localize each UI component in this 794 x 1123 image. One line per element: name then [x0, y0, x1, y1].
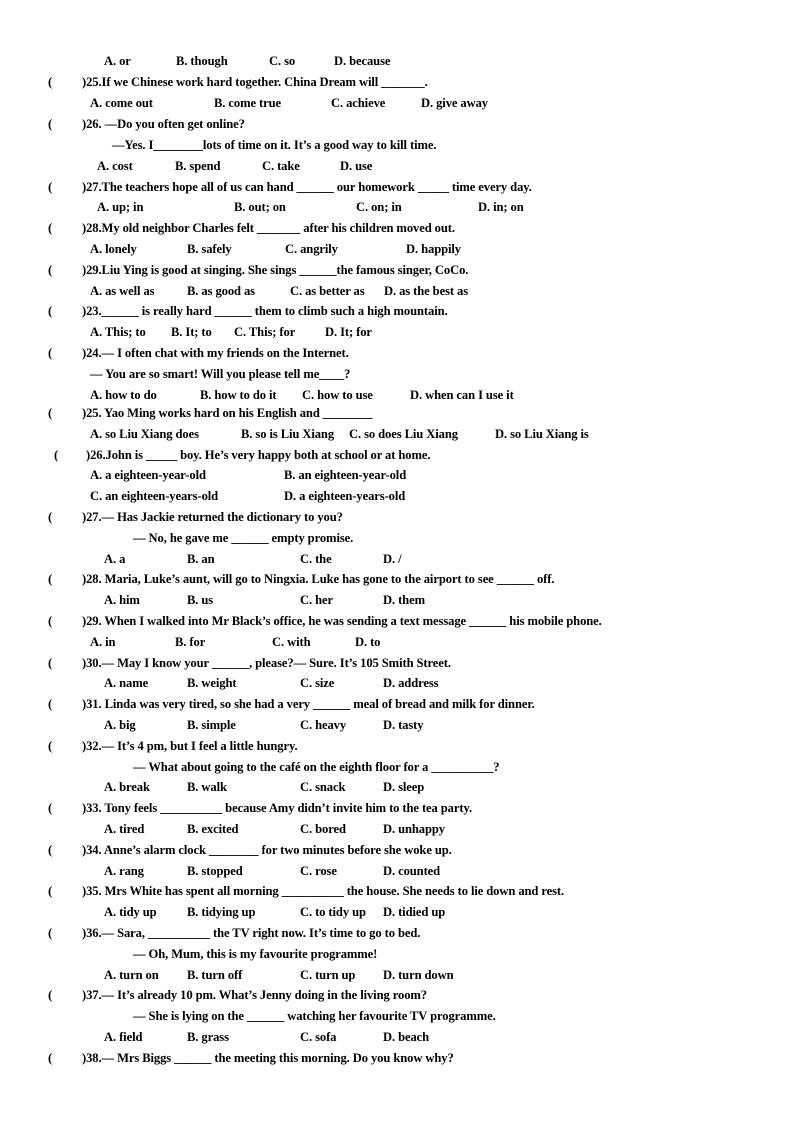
question-stem: )25.If we Chinese work hard together. China Dream will _______. [82, 75, 428, 89]
question-stem: )36.— Sara, __________ the TV right now. It’s time to go to bed. [82, 926, 421, 940]
question-stem: )34. Anne’s alarm clock ________ for two minutes before she woke up. [82, 843, 452, 857]
option-d: D. so Liu Xiang is [495, 427, 589, 441]
option-c: C. sofa [300, 1030, 337, 1044]
question-stem: )27.— Has Jackie returned the dictionary to you? [82, 510, 343, 524]
option-b: B. so is Liu Xiang [241, 427, 335, 441]
option-d: D. when can I use it [410, 388, 514, 402]
option-c: C. an eighteen-years-old [90, 489, 219, 503]
question-dialogue: — What about going to the café on the eighth floor for a __________? [133, 760, 500, 774]
option-a: A. up; in [97, 200, 144, 214]
option-a: A. rang [104, 864, 144, 878]
option-c: C. angrily [285, 242, 338, 256]
option-b: B. weight [187, 676, 237, 690]
option-b: B. excited [187, 822, 239, 836]
option-d: D. counted [383, 864, 441, 878]
option-a: A. or [104, 54, 131, 68]
option-c: C. snack [300, 780, 346, 794]
question-stem: )26. —Do you often get online? [82, 117, 245, 131]
option-b: B. turn off [187, 968, 243, 982]
option-c: C. the [300, 552, 332, 566]
question-stem: )30.— May I know your ______, please?— Sure. It’s 105 Smith Street. [82, 656, 451, 670]
option-b: B. safely [187, 242, 232, 256]
option-d: D. sleep [383, 780, 425, 794]
option-c: C. heavy [300, 718, 347, 732]
option-a: A. tired [104, 822, 145, 836]
question-dialogue: — Oh, Mum, this is my favourite programme! [133, 947, 378, 961]
option-a: A. turn on [104, 968, 159, 982]
option-c: C. so [269, 54, 296, 68]
option-b: B. an [187, 552, 215, 566]
option-a: A. how to do [90, 388, 157, 402]
option-a: A. come out [90, 96, 153, 110]
option-a: A. so Liu Xiang does [90, 427, 199, 441]
question-stem: )28.My old neighbor Charles felt _______ after his children moved out. [82, 221, 455, 235]
option-d: D. tidied up [383, 905, 446, 919]
question-stem: )26.John is _____ boy. He’s very happy both at school or at home. [86, 448, 431, 462]
question-stem: )33. Tony feels __________ because Amy didn’t invite him to the tea party. [82, 801, 473, 815]
option-a: A. as well as [90, 284, 155, 298]
option-a: A. in [90, 635, 116, 649]
option-d: D. use [340, 159, 373, 173]
option-d: D. to [355, 635, 381, 649]
option-c: C. how to use [302, 388, 373, 402]
option-d: D. / [383, 552, 402, 566]
option-b: B. as good as [187, 284, 255, 298]
option-c: C. as better as [290, 284, 365, 298]
question-stem: )24.— I often chat with my friends on the Internet. [82, 346, 349, 360]
option-b: B. tidying up [187, 905, 256, 919]
option-b: B. come true [214, 96, 281, 110]
option-d: D. them [383, 593, 425, 607]
option-c: C. so does Liu Xiang [349, 427, 458, 441]
option-b: B. an eighteen-year-old [284, 468, 407, 482]
option-b: B. us [187, 593, 214, 607]
option-c: C. This; for [234, 325, 296, 339]
question-dialogue: — She is lying on the ______ watching her favourite TV programme. [133, 1009, 496, 1023]
option-c: C. size [300, 676, 335, 690]
question-stem: )29. When I walked into Mr Black’s office, he was sending a text message ______ his mobile phone. [82, 614, 602, 628]
worksheet-page: A. or B. though C. so D. because ( )25.If we Chinese work hard together. China Dream will _______. A. come out B. come true C. achieve D. give away ( )26. —Do you often get online? —Yes. I________lots of time on it. It’s a good way to kill time. A. cost B. spend C. take D. use ( )27.The teachers hope all of us can hand ______ our homework _____ time every day. A. up; in B. out; on C. on; in D. in; on ( )28.My old neighbor Charles felt _______ after his children moved out. A. lonely B. safely C. angrily D. happily ( )29.Liu Ying is good at singing. She sings ______the famous singer, CoCo. A. as well as B. as good as C. as better as D. as the best as ( )23.______ is really hard ______ them to climb such a high mountain. A. This; to B. It; to C. This; for D. It; for ( )24.— I often chat with my friends on the Internet. — You are so smart! Will you please tell me____? A. how to do B. how to do it C. how to use D. when can I use it ( )25. Yao Ming works hard on his English and ________ A. so Liu Xiang does B. so is Liu Xiang C. so does Liu Xiang D. so Liu Xiang is ( )26.John is _____ boy. He’s very happy both at school or at home. A. a eighteen-year-old B. an eighteen-year-old C. an eighteen-years-old D. a eighteen-years-old ( )27.— Has Jackie returned the dictionary to you? — No, he gave me ______ empty promise. A. a B. an C. the D. / ( )28. Maria, Luke’s aunt, will go to Ningxia. Luke has gone to the airport to see ______ off. A. him B. us C. her D. them ( )29. When I walked into Mr Black’s office, he was sending a text message ______ his mobile phone. A. in B. for C. with D. to ( )30.— May I know your ______, please?— Sure. It’s 105 Smith Street. A. name B. weight C. size D. address ( )31. Linda was very tired, so she had a very ______ meal of bread and milk for dinner. A. big B. simple C. heavy D. tasty ( )32.— It’s 4 pm, but I feel a little hungry. — What about going to the café on the eighth floor for a __________? A. break B. walk C. snack D. sleep ( )33. Tony feels __________ because Amy didn’t invite him to the tea party. A. tired B. excited C. bored D. unhappy ( )34. Anne’s alarm clock ________ for two minutes before she woke up. A. rang B. stopped C. rose D. counted ( )35. Mrs White has spent all morning __________ the house. She needs to lie down and rest. A. tidy up B. tidying up C. to tidy up D. tidied up ( )36.— Sara, __________ the TV right now. It’s time to go to bed. — Oh, Mum, this is my favourite programme! A. turn on B. turn off C. turn up D. turn down ( )37.— It’s already 10 pm. What’s Jenny doing in the living room? — She is lying on the ______ watching her favourite TV programme. A. field B. grass C. sofa D. beach ( )38.— Mrs Biggs ______ the meeting this morning. Do you know why? [48, 54, 602, 1065]
option-a: A. break [104, 780, 150, 794]
question-stem: )35. Mrs White has spent all morning __________ the house. She needs to lie down and rest. [82, 884, 565, 898]
option-a: A. a eighteen-year-old [90, 468, 206, 482]
option-c: C. to tidy up [300, 905, 366, 919]
option-d: D. It; for [325, 325, 372, 339]
option-b: B. for [175, 635, 206, 649]
question-stem: )28. Maria, Luke’s aunt, will go to Ningxia. Luke has gone to the airport to see ______ off. [82, 572, 555, 586]
option-b: B. stopped [187, 864, 243, 878]
option-d: D. in; on [478, 200, 524, 214]
option-b: B. spend [175, 159, 221, 173]
option-b: B. It; to [171, 325, 212, 339]
option-a: A. cost [97, 159, 133, 173]
option-c: C. with [272, 635, 311, 649]
question-stem: )38.— Mrs Biggs ______ the meeting this morning. Do you know why? [82, 1051, 454, 1065]
option-b: B. walk [187, 780, 227, 794]
option-d: D. happily [406, 242, 461, 256]
option-d: D. give away [421, 96, 489, 110]
option-b: B. out; on [234, 200, 286, 214]
option-d: D. beach [383, 1030, 430, 1044]
option-d: D. a eighteen-years-old [284, 489, 406, 503]
question-stem: )27.The teachers hope all of us can hand ______ our homework _____ time every day. [82, 180, 532, 194]
option-a: A. name [104, 676, 149, 690]
question-dialogue: — No, he gave me ______ empty promise. [133, 531, 354, 545]
option-a: A. field [104, 1030, 143, 1044]
option-c: C. take [262, 159, 300, 173]
option-d: D. tasty [383, 718, 424, 732]
question-dialogue: — You are so smart! Will you please tell me____? [90, 367, 351, 381]
option-d: D. turn down [383, 968, 454, 982]
option-a: A. tidy up [104, 905, 157, 919]
question-stem: )31. Linda was very tired, so she had a very ______ meal of bread and milk for dinner. [82, 697, 535, 711]
option-c: C. turn up [300, 968, 356, 982]
option-a: A. lonely [90, 242, 137, 256]
option-d: D. address [383, 676, 439, 690]
question-stem: )25. Yao Ming works hard on his English and ________ [82, 406, 373, 420]
option-c: C. rose [300, 864, 337, 878]
option-a: A. big [104, 718, 136, 732]
option-b: B. simple [187, 718, 236, 732]
question-stem: )23.______ is really hard ______ them to climb such a high mountain. [82, 304, 448, 318]
option-a: A. This; to [90, 325, 146, 339]
question-stem: )37.— It’s already 10 pm. What’s Jenny doing in the living room? [82, 988, 427, 1002]
option-c: C. bored [300, 822, 346, 836]
option-b: B. though [176, 54, 228, 68]
option-d: D. as the best as [384, 284, 469, 298]
option-c: C. on; in [356, 200, 402, 214]
option-a: A. a [104, 552, 126, 566]
option-a: A. him [104, 593, 140, 607]
question-stem: )32.— It’s 4 pm, but I feel a little hungry. [82, 739, 298, 753]
option-c: C. her [300, 593, 333, 607]
option-c: C. achieve [331, 96, 386, 110]
option-d: D. unhappy [383, 822, 446, 836]
option-b: B. how to do it [200, 388, 277, 402]
option-d: D. because [334, 54, 391, 68]
question-stem: )29.Liu Ying is good at singing. She sings ______the famous singer, CoCo. [82, 263, 469, 277]
question-dialogue: —Yes. I________lots of time on it. It’s a good way to kill time. [112, 138, 437, 152]
option-b: B. grass [187, 1030, 229, 1044]
